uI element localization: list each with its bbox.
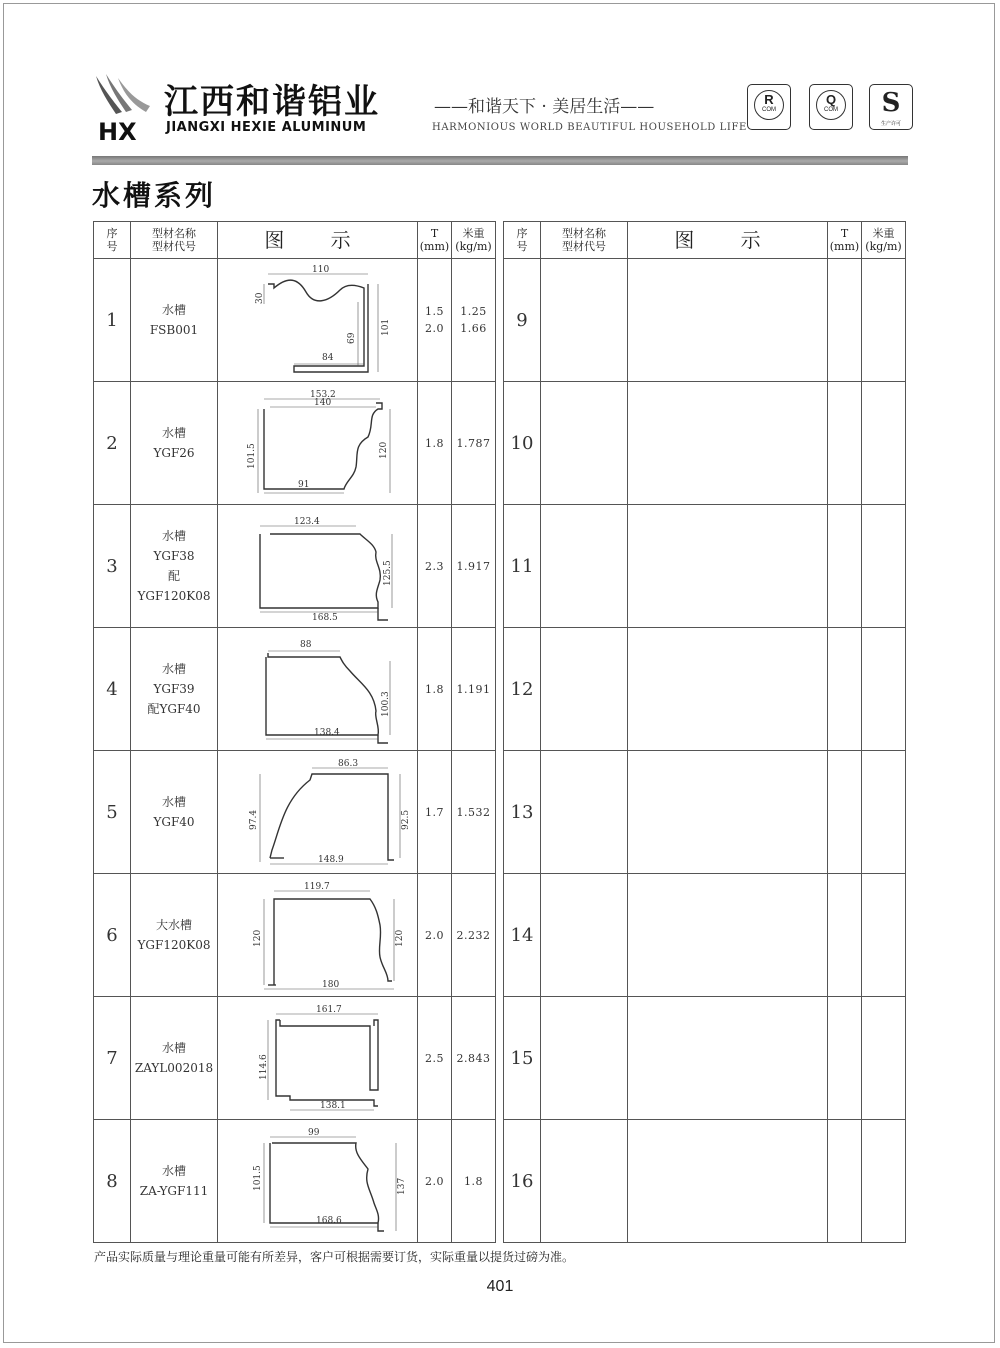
svg-text:91: 91 [297,480,309,490]
thickness-cell [828,751,862,874]
table-row [94,874,496,997]
profile-drawing [218,1120,418,1243]
company-logo-icon [92,72,154,144]
svg-text:138.1: 138.1 [319,1101,346,1111]
col-header-name: 型材名称 型材代号 [131,222,218,259]
row-number: 8 [94,1120,131,1243]
header-divider [92,156,908,165]
profile-name [541,505,628,628]
weight-cell [862,382,906,505]
qs-production-license-icon: S 生产许可 [869,84,913,130]
col-header-thickness: T (mm) [828,222,862,259]
svg-text:120: 120 [378,441,389,459]
table-row [504,628,906,751]
table-row [94,259,496,382]
svg-text:120: 120 [252,929,263,947]
series-title: 水槽系列 [92,179,217,212]
table-row [504,382,906,505]
profile-drawing [218,751,418,874]
svg-text:101.5: 101.5 [246,443,257,469]
weight-cell: 2.843 [452,997,496,1120]
thickness-cell: 1.5 2.0 [418,259,452,382]
row-number: 9 [504,259,541,382]
profile-drawing [628,505,828,628]
logo-letters: HX [98,118,137,146]
weight-cell: 1.532 [452,751,496,874]
row-number: 12 [504,628,541,751]
profile-name: 水槽 YGF40 [131,751,218,874]
profile-name: 水槽 YGF39 配YGF40 [131,628,218,751]
thickness-cell [828,1120,862,1243]
slogan-en: HARMONIOUS WORLD BEAUTIFUL HOUSEHOLD LIFE [432,122,747,133]
row-number: 1 [94,259,131,382]
profile-drawing [628,997,828,1120]
weight-cell [862,259,906,382]
svg-text:114.6: 114.6 [258,1054,269,1080]
q-com-certification-icon: Q COM [809,84,853,130]
weight-cell [862,997,906,1120]
col-header-thickness: T (mm) [418,222,452,259]
thickness-cell [828,505,862,628]
col-header-no: 序 号 [504,222,541,259]
thickness-cell [828,628,862,751]
thickness-cell [828,382,862,505]
col-header-weight: 米重 (kg/m) [862,222,906,259]
catalog-table-left [93,221,496,1243]
svg-text:153.2: 153.2 [309,390,336,400]
weight-cell [862,751,906,874]
r-com-certification-icon: R COM [747,84,791,130]
page-header [92,68,908,150]
thickness-cell: 1.8 [418,628,452,751]
svg-text:168.5: 168.5 [311,613,338,623]
profile-drawing [218,505,418,628]
row-number: 6 [94,874,131,997]
thickness-cell: 1.8 [418,382,452,505]
profile-drawing [218,874,418,997]
thickness-cell: 1.7 [418,751,452,874]
page-number: 401 [486,1278,514,1295]
profile-drawing [628,874,828,997]
table-row [94,997,496,1120]
col-header-figure: 图 示 [628,222,828,259]
svg-text:140: 140 [313,398,331,408]
profile-name: 水槽 YGF38 配 YGF120K08 [131,505,218,628]
profile-name: 水槽 ZA-YGF111 [131,1120,218,1243]
thickness-cell: 2.0 [418,1120,452,1243]
svg-text:148.9: 148.9 [317,855,344,865]
table-row [94,751,496,874]
svg-text:119.7: 119.7 [303,882,330,892]
thickness-cell: 2.5 [418,997,452,1120]
table-row [504,751,906,874]
weight-cell [862,1120,906,1243]
svg-text:30: 30 [254,292,265,304]
svg-text:88: 88 [299,640,311,650]
row-number: 13 [504,751,541,874]
row-number: 14 [504,874,541,997]
table-row [94,628,496,751]
svg-text:125.5: 125.5 [382,560,393,586]
profile-name [541,874,628,997]
table-row [94,382,496,505]
weight-cell [862,874,906,997]
profile-drawing [218,628,418,751]
svg-text:92.5: 92.5 [400,809,411,830]
thickness-cell [828,259,862,382]
row-number: 3 [94,505,131,628]
weight-cell: 1.8 [452,1120,496,1243]
col-header-figure: 图 示 [218,222,418,259]
svg-text:110: 110 [311,265,329,275]
table-row [504,874,906,997]
thickness-cell: 2.0 [418,874,452,997]
profile-name [541,1120,628,1243]
profile-drawing [628,628,828,751]
profile-name [541,751,628,874]
profile-name: 水槽 FSB001 [131,259,218,382]
weight-cell: 1.917 [452,505,496,628]
svg-text:123.4: 123.4 [293,517,320,527]
svg-text:69: 69 [346,332,357,344]
table-header-row [94,222,496,259]
svg-text:101: 101 [380,318,391,336]
weight-cell: 1.191 [452,628,496,751]
row-number: 4 [94,628,131,751]
svg-text:100.3: 100.3 [380,691,391,717]
table-row [94,1120,496,1243]
weight-disclaimer: 产品实际质量与理论重量可能有所差异，客户可根据需要订货，实际重量以提货过磅为准。 [94,1250,575,1264]
table-row [504,997,906,1120]
table-row [94,505,496,628]
catalog-table-right [503,221,906,1243]
weight-cell: 2.232 [452,874,496,997]
weight-cell: 1.25 1.66 [452,259,496,382]
profile-drawing [628,259,828,382]
svg-text:120: 120 [394,929,405,947]
table-header-row [504,222,906,259]
thickness-cell [828,874,862,997]
profile-name: 水槽 ZAYL002018 [131,997,218,1120]
profile-name [541,382,628,505]
profile-name [541,628,628,751]
weight-cell [862,505,906,628]
thickness-cell: 2.3 [418,505,452,628]
profile-drawing [218,382,418,505]
profile-name: 水槽 YGF26 [131,382,218,505]
profile-drawing [218,259,418,382]
col-header-name: 型材名称 型材代号 [541,222,628,259]
svg-text:137: 137 [396,1177,407,1195]
profile-drawing [628,1120,828,1243]
brand-name-en: JIANGXI HEXIE ALUMINUM [166,120,367,135]
row-number: 7 [94,997,131,1120]
row-number: 10 [504,382,541,505]
svg-text:101.5: 101.5 [252,1165,263,1191]
svg-text:180: 180 [321,980,339,990]
svg-text:84: 84 [321,353,333,363]
table-row [504,505,906,628]
table-row [504,1120,906,1243]
profile-drawing [628,382,828,505]
row-number: 11 [504,505,541,628]
svg-text:99: 99 [307,1128,319,1138]
profile-drawing [628,751,828,874]
thickness-cell [828,997,862,1120]
row-number: 2 [94,382,131,505]
svg-text:97.4: 97.4 [248,809,259,830]
svg-text:86.3: 86.3 [337,759,358,769]
svg-text:168.6: 168.6 [315,1216,342,1226]
row-number: 15 [504,997,541,1120]
svg-text:161.7: 161.7 [315,1005,342,1015]
profile-name [541,997,628,1120]
brand-name-cn: 江西和谐铝业 [164,82,380,122]
svg-text:138.4: 138.4 [313,728,340,738]
weight-cell [862,628,906,751]
profile-catalog-sheet [93,221,905,1241]
profile-drawing [218,997,418,1120]
weight-cell: 1.787 [452,382,496,505]
col-header-weight: 米重 (kg/m) [452,222,496,259]
col-header-no: 序 号 [94,222,131,259]
table-row [504,259,906,382]
row-number: 5 [94,751,131,874]
profile-name: 大水槽 YGF120K08 [131,874,218,997]
slogan-cn: ——和谐天下 · 美居生活—— [434,97,655,117]
row-number: 16 [504,1120,541,1243]
profile-name [541,259,628,382]
